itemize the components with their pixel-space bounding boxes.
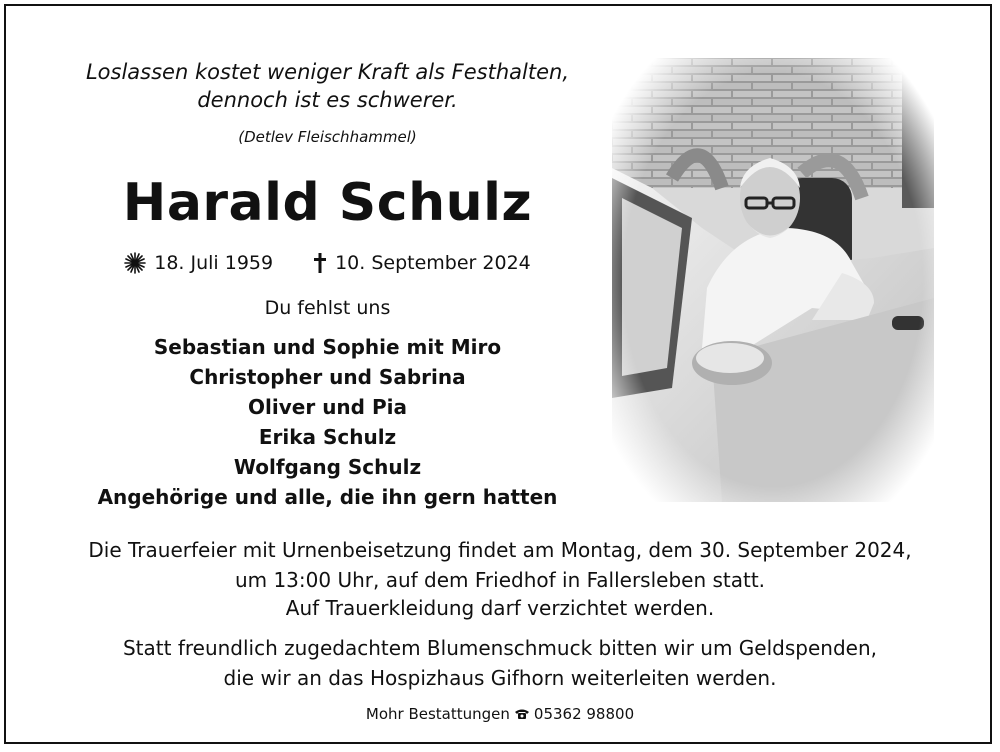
phone-icon <box>514 708 530 720</box>
dress-code: Auf Trauerkleidung darf verzichtet werden. <box>285 596 715 620</box>
donation-line-2: die wir an das Hospizhaus Gifhorn weiterleiten werden. <box>223 666 777 690</box>
mourner-item: Erika Schulz <box>258 425 397 449</box>
life-dates <box>40 252 615 274</box>
donation-line-1: Statt freundlich zugedachtem Blumenschmuck bitten wir um Geldspenden, <box>122 636 877 660</box>
mourner-item: Oliver und Pia <box>248 395 407 419</box>
donation-info <box>30 633 970 693</box>
mourners-list <box>40 332 615 512</box>
ceremony-info <box>30 535 970 595</box>
mourner-item: Sebastian und Sophie mit Miro <box>153 335 502 359</box>
mourner-item: Wolfgang Schulz <box>233 455 422 479</box>
funeral-home-phone: 05362 98800 <box>533 705 635 723</box>
birth-date: 18. Juli 1959 <box>154 252 274 274</box>
mourner-item: Christopher und Sabrina <box>189 365 466 389</box>
death-date: 10. September 2024 <box>335 252 531 274</box>
quote-author: (Detlev Fleischhammel) <box>238 128 417 146</box>
death-date-group <box>313 252 531 274</box>
birth-date-group <box>124 252 273 274</box>
birth-star-icon <box>124 252 146 274</box>
quote-line-1: Loslassen kostet weniger Kraft als Festhalten, <box>85 60 569 84</box>
death-cross-icon <box>313 252 327 274</box>
deceased-name: Harald Schulz <box>122 173 533 233</box>
missed-text: Du fehlst uns <box>264 297 391 319</box>
ceremony-line-2: um 13:00 Uhr, auf dem Friedhof in Fallersleben statt. <box>234 568 766 592</box>
ceremony-line-1: Die Trauerfeier mit Urnenbeisetzung findet am Montag, dem 30. September 2024, <box>88 538 912 562</box>
mourner-item: Angehörige und alle, die ihn gern hatten <box>97 485 558 509</box>
funeral-home-name: Mohr Bestattungen <box>365 705 510 723</box>
funeral-home-footer <box>30 705 970 723</box>
quote <box>40 58 615 114</box>
quote-line-2: dennoch ist es schwerer. <box>197 88 458 112</box>
portrait-photo <box>612 58 934 502</box>
